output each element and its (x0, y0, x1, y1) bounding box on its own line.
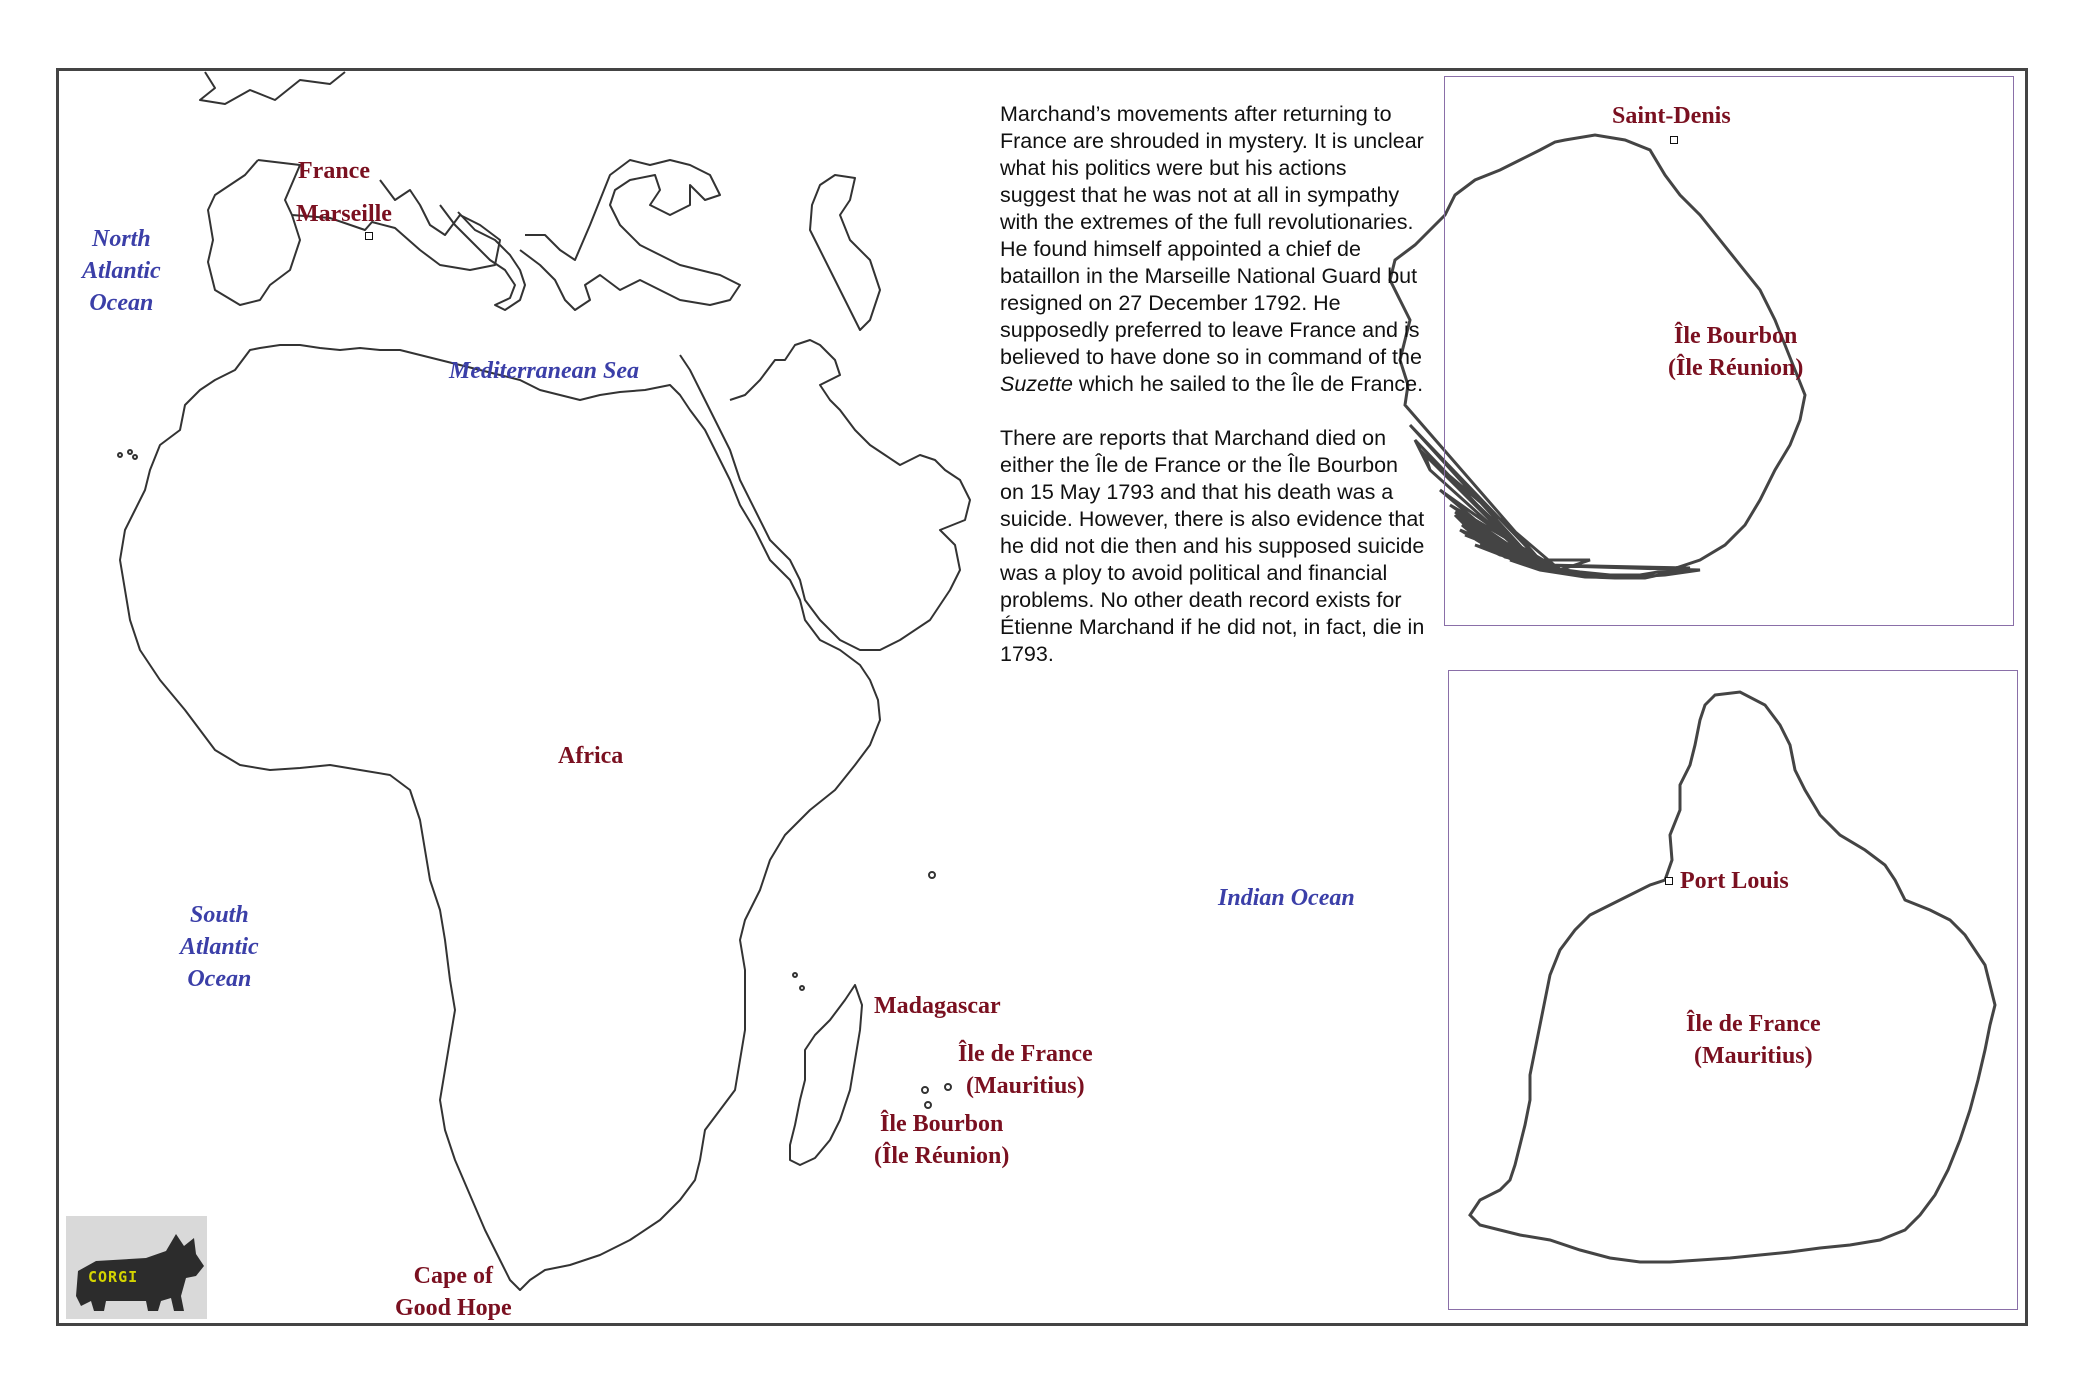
label-port-louis: Port Louis (1680, 868, 1789, 894)
africa-coast (120, 345, 880, 1290)
logo-text: CORGI (88, 1268, 139, 1286)
label-ile-bourbon: Île Bourbon (Île Réunion) (874, 1111, 1010, 1169)
caspian-coast (810, 175, 880, 330)
label-france: France (298, 158, 370, 184)
port-louis-marker (1665, 877, 1673, 885)
label-marseille: Marseille (296, 201, 392, 227)
label-madagascar: Madagascar (874, 993, 1001, 1019)
label-cape-of-good-hope: Cape of Good Hope (395, 1263, 512, 1321)
label-saint-denis: Saint-Denis (1612, 103, 1731, 129)
paragraph-1: Marchand’s movements after returning to France are shrouded in mystery. It is unclear what his politics were but his actions suggest that he was not at all in sympathy with the extremes of the full revolutionaries. He found himself appointed a chief de bataillon in the Marseille National Guard but resigned on 27 December 1792. He supposedly preferred to leave France and is believed to have done so in command of the Suzette which he sailed to the Île de France. (1000, 102, 1424, 396)
label-indian-ocean: Indian Ocean (1218, 885, 1355, 911)
label-north-atlantic: North Atlantic Ocean (82, 226, 161, 316)
corgi-logo (66, 1216, 207, 1319)
label-mediterranean-sea: Mediterranean Sea (449, 358, 640, 384)
inset-mauritius (1448, 670, 2018, 1310)
label-south-atlantic: South Atlantic Ocean (180, 902, 259, 992)
arabia-coast (680, 340, 970, 650)
iberia-coast (208, 160, 300, 305)
balkan-coast (520, 160, 740, 310)
italy-coast (440, 205, 525, 310)
madagascar-coast (790, 985, 862, 1165)
label-africa: Africa (558, 743, 624, 769)
inset-mauritius-title: Île de France (Mauritius) (1686, 1011, 1821, 1069)
paragraph-2: There are reports that Marchand died on either the Île de France or the Île Bourbon on 15 May 1793 and that his death was a suicide. However, there is also evidence that he did not die then and his supposed suicide was a ploy to avoid political and financial problems. No other death record exists for Étienne Marchand if he did not, in fact, die in 1793. (1000, 426, 1425, 666)
narrative-text (1000, 101, 1425, 695)
saint-denis-marker (1670, 136, 1678, 144)
label-ile-de-france: Île de France (Mauritius) (958, 1041, 1093, 1099)
marseille-marker (365, 232, 373, 240)
inset-reunion-title: Île Bourbon (Île Réunion) (1668, 323, 1804, 381)
